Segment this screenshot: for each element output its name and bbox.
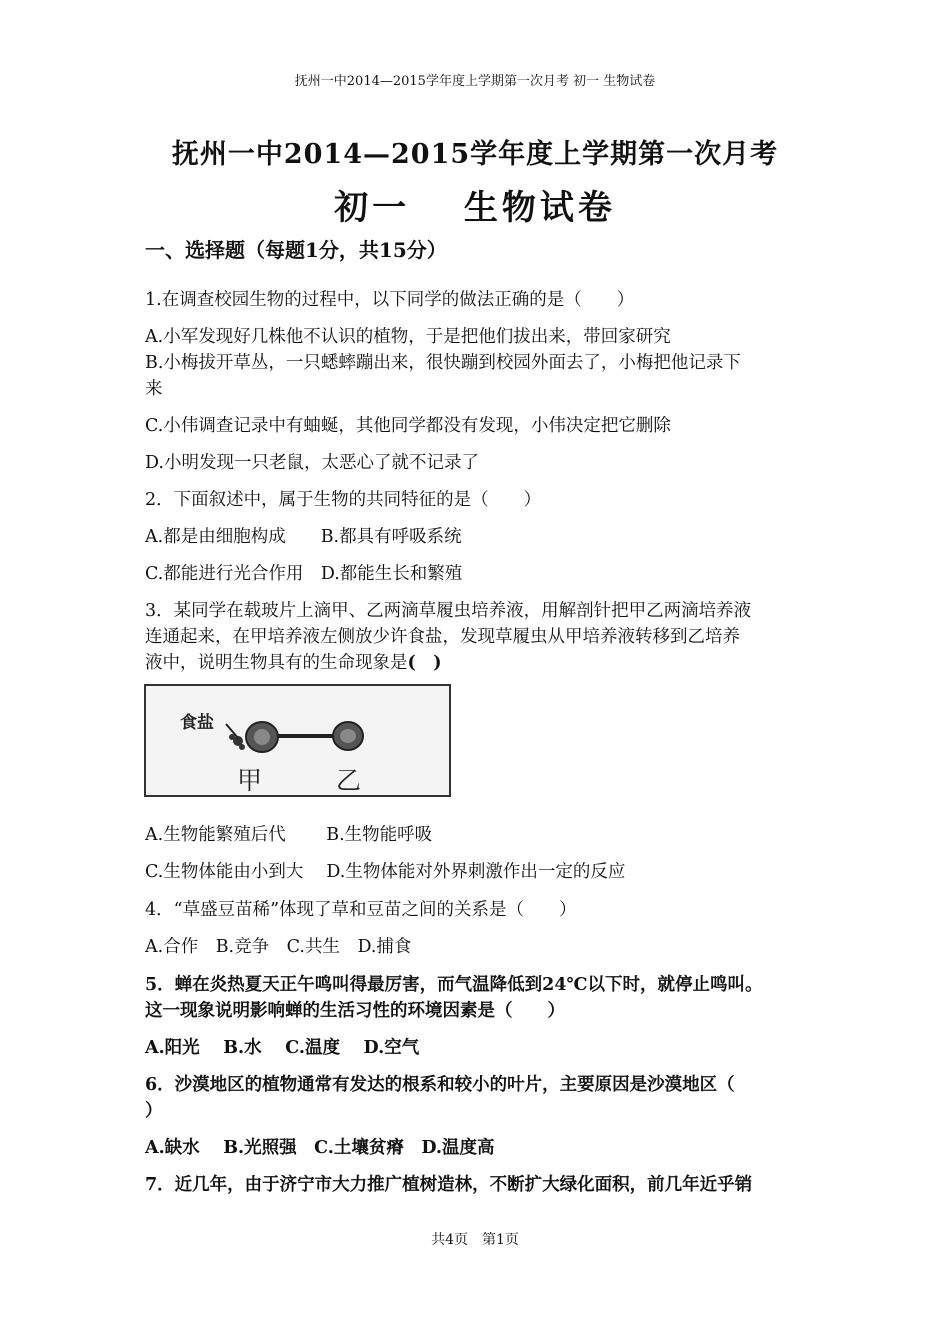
question-1-option-c: C.小伟调查记录中有蚰蜒，其他同学都没有发现，小伟决定把它删除 [145, 416, 671, 436]
question-3-stem-line-3: 液中，说明生物具有的生命现象是( ) [145, 653, 442, 673]
label-jia: 甲 [237, 766, 263, 795]
question-6-options: A.缺水 B.光照强 C.土壤贫瘠 D.温度高 [145, 1138, 495, 1158]
question-5-options: A.阳光 B.水 C.温度 D.空气 [145, 1038, 420, 1058]
question-2-stem: 2．下面叙述中，属于生物的共同特征的是（ ） [145, 490, 542, 510]
question-1-option-a: A.小军发现好几株他不认识的植物，于是把他们拔出来，带回家研究 [145, 327, 671, 347]
running-header: 抚州一中2014—2015学年度上学期第一次月考 初一 生物试卷 [294, 74, 656, 89]
question-6-stem-line-1: 6．沙漠地区的植物通常有发达的根系和较小的叶片，主要原因是沙漠地区（ [145, 1075, 735, 1095]
question-2-options-ab: A.都是由细胞构成 B.都具有呼吸系统 [145, 527, 462, 547]
question-2-options-cd: C.都能进行光合作用 D.都能生长和繁殖 [145, 564, 463, 584]
question-1-option-d: D.小明发现一只老鼠，太恶心了就不记录了 [145, 453, 479, 473]
question-5-stem-line-1: 5．蝉在炎热夏天正午鸣叫得最厉害，而气温降低到24℃以下时，就停止鸣叫。 [145, 975, 763, 995]
label-yi: 乙 [336, 766, 362, 795]
drop-jia-inner [254, 729, 270, 745]
question-4-options: A.合作 B.竞争 C.共生 D.捕食 [145, 937, 412, 957]
page-footer: 共4页 第1页 [431, 1232, 519, 1248]
question-6-stem-line-2: ） [145, 1101, 163, 1121]
question-1-stem: 1.在调查校园生物的过程中，以下同学的做法正确的是（ ） [145, 290, 635, 310]
question-7-stem: 7．近几年，由于济宁市大力推广植树造林，不断扩大绿化面积，前几年近乎销 [145, 1175, 753, 1195]
drop-yi-inner [340, 729, 356, 743]
exam-subtitle: 初一 生物试卷 [334, 188, 616, 228]
question-3-options-ab: A.生物能繁殖后代 B.生物能呼吸 [145, 825, 433, 845]
question-1-option-b-cont: 来 [145, 379, 163, 399]
question-3-stem-line-2: 连通起来，在甲培养液左侧放少许食盐，发现草履虫从甲培养液转移到乙培养 [145, 627, 740, 647]
slide-diagram [146, 686, 449, 795]
paramecium-experiment-figure [144, 684, 451, 797]
question-1-option-b: B.小梅拔开草丛，一只蟋蟀蹦出来，很快蹦到校园外面去了，小梅把他记录下 [145, 353, 741, 373]
label-salt: 食盐 [180, 713, 214, 733]
section-heading: 一、选择题（每题1分，共15分） [145, 238, 447, 262]
question-3-options-cd: C.生物体能由小到大 D.生物体能对外界刺激作出一定的反应 [145, 862, 626, 882]
exam-title: 抚州一中2014—2015学年度上学期第一次月考 [171, 139, 779, 170]
question-3-answer-paren: ( ) [407, 653, 442, 673]
question-4-stem: 4．“草盛豆苗稀”体现了草和豆苗之间的关系是（ ） [145, 900, 577, 920]
question-5-stem-line-2: 这一现象说明影响蝉的生活习性的环境因素是（ ） [145, 1001, 565, 1021]
question-3-stem-line-1: 3．某同学在载玻片上滴甲、乙两滴草履虫培养液，用解剖针把甲乙两滴培养液 [145, 601, 752, 621]
